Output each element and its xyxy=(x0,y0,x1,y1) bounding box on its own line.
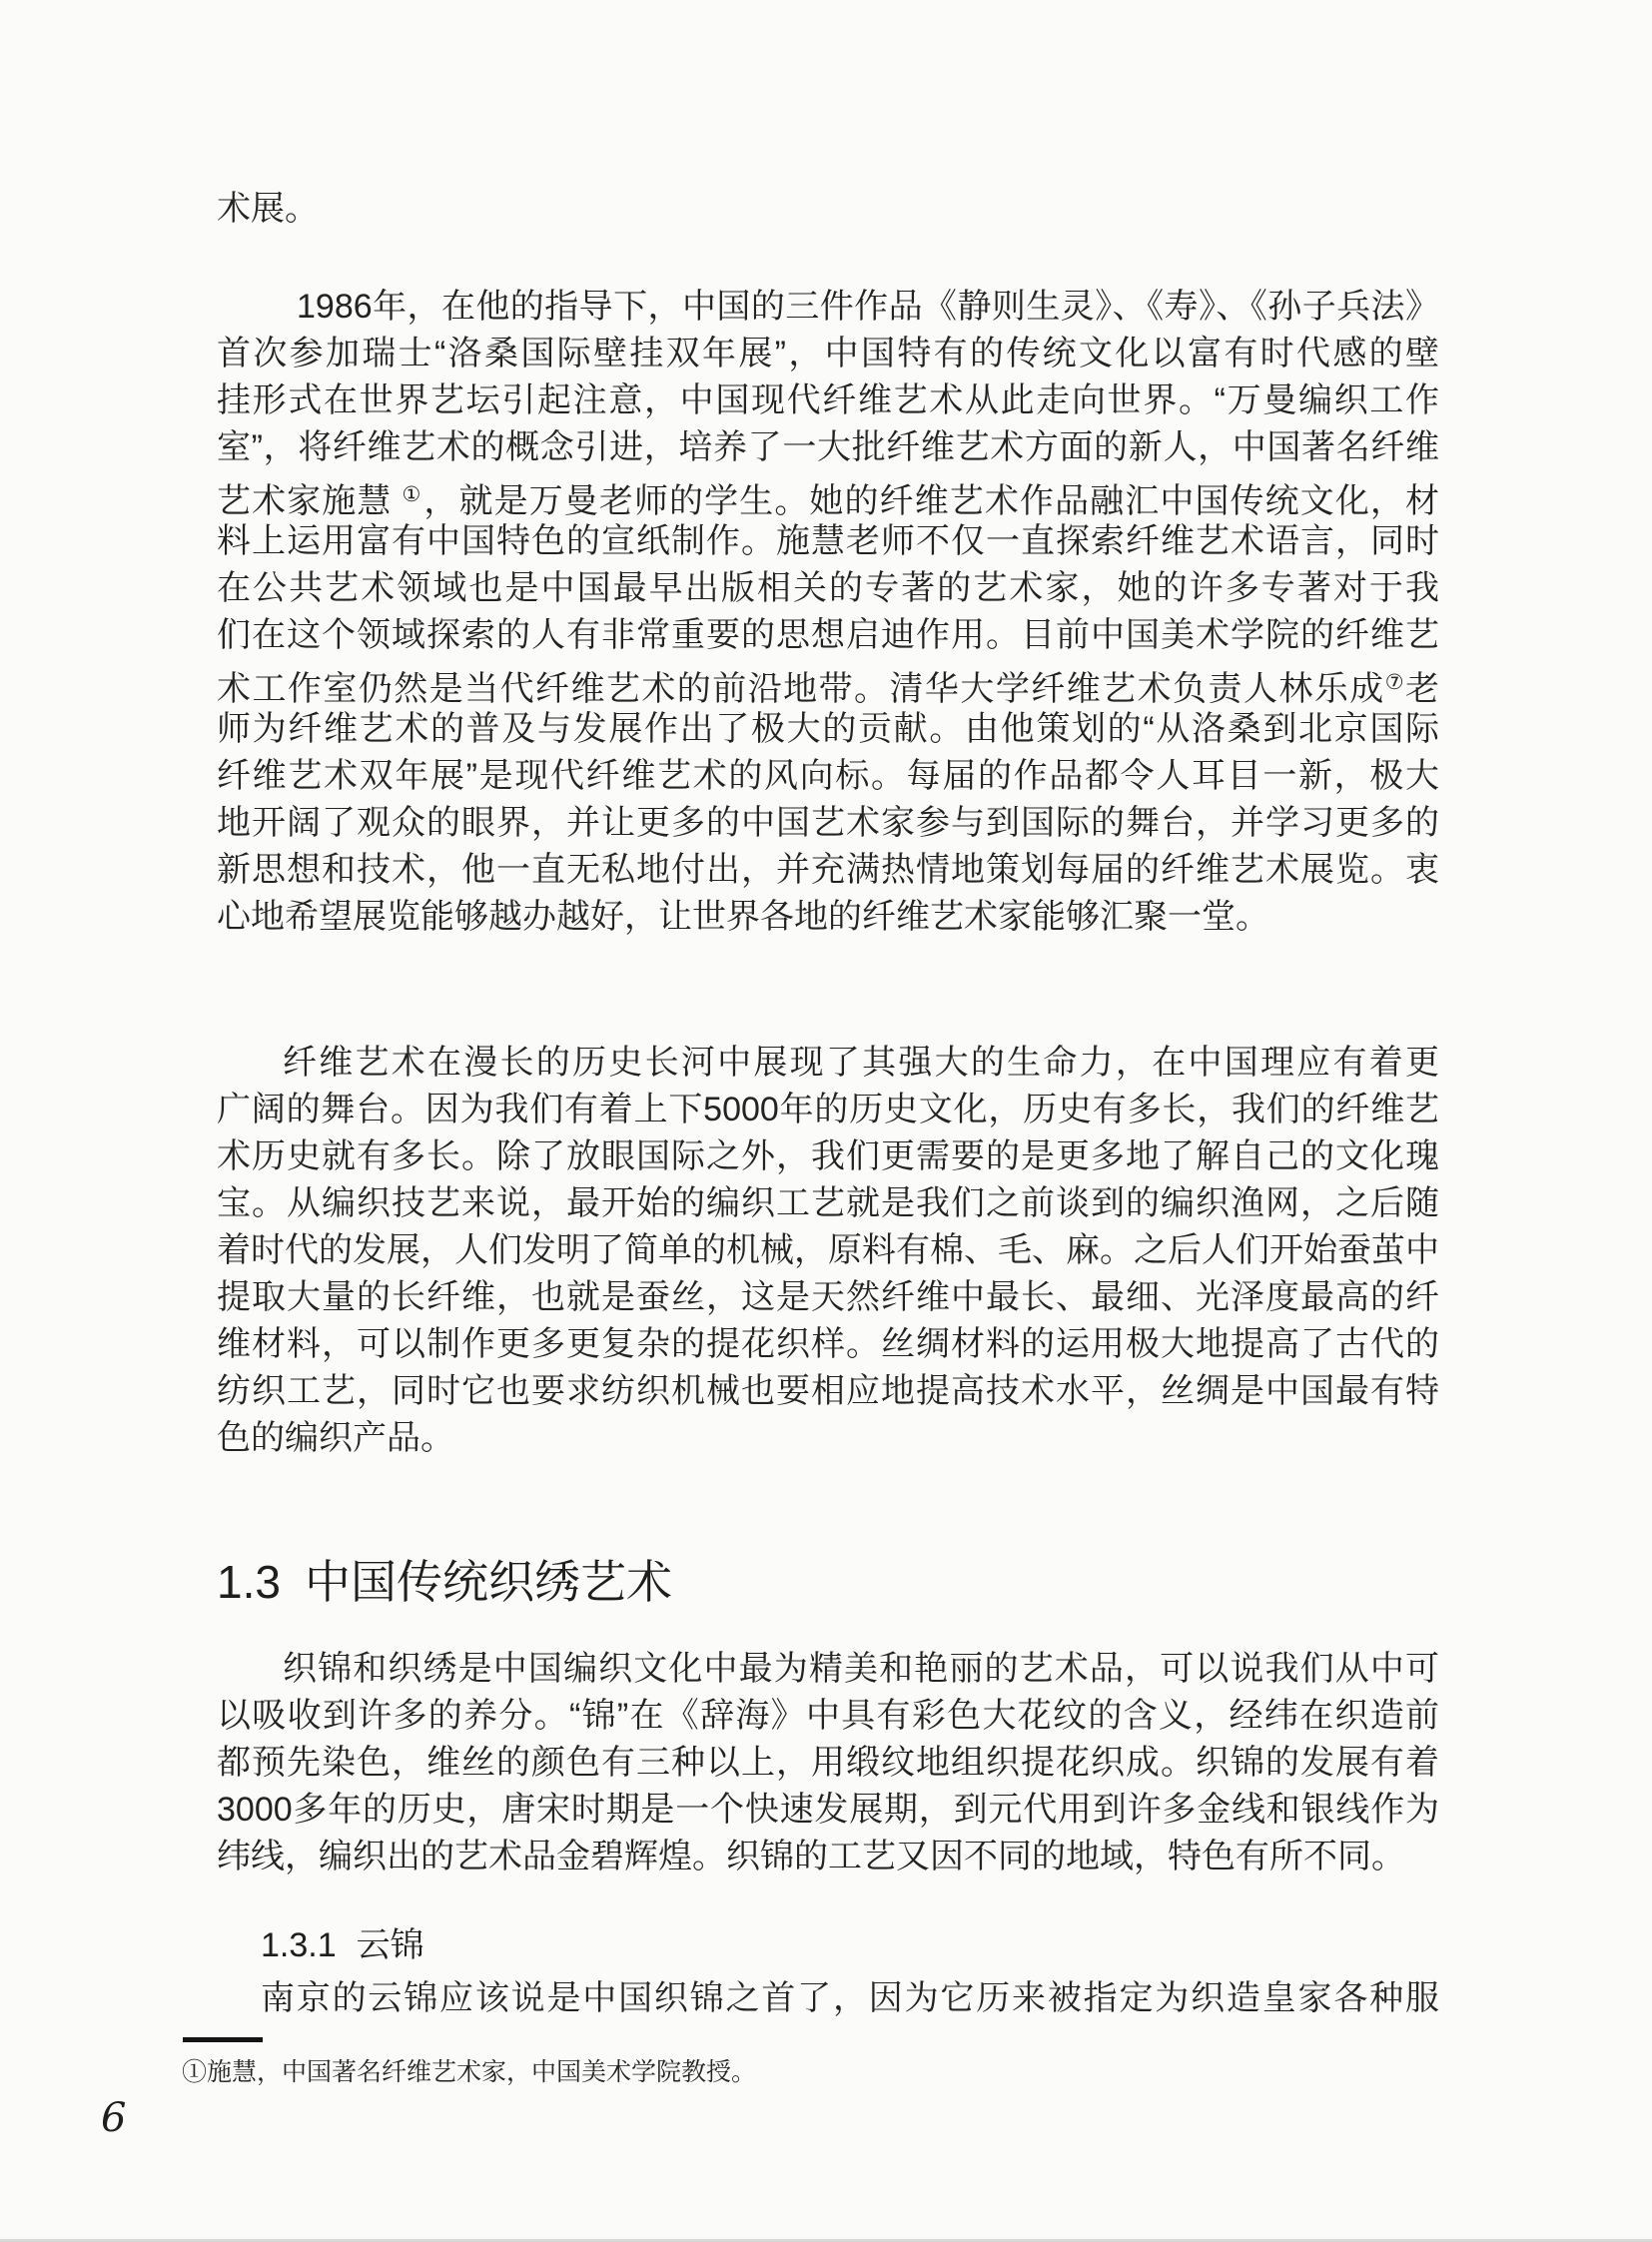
text-line: 术历史就有多长。除了放眼国际之外，我们更需要的是更多地了解自己的文化瑰 xyxy=(217,1137,1439,1175)
footnote-text: ①施慧，中国著名纤维艺术家，中国美术学院教授。 xyxy=(182,2058,757,2086)
text-line: 们在这个领域探索的人有非常重要的思想启迪作用。目前中国美术学院的纤维艺 xyxy=(217,616,1439,654)
text-line: 3000多年的历史，唐宋时期是一个快速发展期，到元代用到许多金线和银线作为 xyxy=(217,1791,1439,1829)
subsection-number: 1.3.1 xyxy=(261,1926,337,1964)
text-line: 术展。 xyxy=(217,190,319,228)
paragraph-1986-lausanne xyxy=(217,284,1439,941)
section-title: 中国传统织绣艺术 xyxy=(304,1556,672,1608)
text-line xyxy=(217,659,1439,706)
page-number: 6 xyxy=(101,2095,127,2141)
text-segment: ，就是万曼老师的学生。她的纤维艺术作品融汇中国传统文化，材 xyxy=(423,482,1440,520)
paragraph-brocade-intro xyxy=(217,1646,1439,1880)
text-line: 南京的云锦应该说是中国织锦之首了，因为它历来被指定为织造皇家各种服 xyxy=(261,1979,1439,2017)
section-heading-1-3 xyxy=(217,1554,672,1610)
text-line: 1986年，在他的指导下，中国的三件作品《静则生灵》、《寿》、《孙子兵法》 xyxy=(297,288,1439,326)
text-line: 纤维艺术双年展”是现代纤维艺术的风向标。每届的作品都令人耳目一新，极大 xyxy=(217,757,1439,795)
text-line: 纺织工艺，同时它也要求纺织机械也要相应地提高技术水平，丝绸是中国最有特 xyxy=(217,1372,1439,1410)
text-line: 新思想和技术，他一直无私地付出，并充满热情地策划每届的纤维艺术展览。衷 xyxy=(217,851,1439,889)
text-line: 在公共艺术领域也是中国最早出版相关的专著的艺术家，她的许多专著对于我 xyxy=(217,569,1439,607)
text-line: 以吸收到许多的养分。“锦”在《辞海》中具有彩色大花纹的含义，经纬在织造前 xyxy=(217,1697,1439,1735)
text-line: 色的编织产品。 xyxy=(217,1419,454,1457)
text-line: 宝。从编织技艺来说，最开始的编织工艺就是我们之前谈到的编织渔网，之后随 xyxy=(217,1184,1439,1222)
text-line: 广阔的舞台。因为我们有着上下5000年的历史文化，历史有多长，我们的纤维艺 xyxy=(217,1091,1439,1128)
footnote-divider xyxy=(183,2037,263,2042)
text-segment: 老 xyxy=(1405,670,1440,708)
text-line: 都预先染色，维丝的颜色有三种以上，用缎纹地组织提花织成。织锦的发展有着 xyxy=(217,1744,1439,1782)
text-line: 室”，将纤维艺术的概念引进，培养了一大批纤维艺术方面的新人，中国著名纤维 xyxy=(217,428,1439,466)
text-line: 纬线，编织出的艺术品金碧辉煌。织锦的工艺又因不同的地域，特色有所不同。 xyxy=(217,1838,1405,1875)
text-line: 着时代的发展，人们发明了简单的机械，原料有棉、毛、麻。之后人们开始蚕茧中 xyxy=(217,1231,1439,1269)
subsection-heading-1-3-1 xyxy=(261,1923,424,1967)
text-line: 料上运用富有中国特色的宣纸制作。施慧老师不仅一直探索纤维艺术语言，同时 xyxy=(217,522,1439,560)
text-line: 织锦和织绣是中国编织文化中最为精美和艳丽的艺术品，可以说我们从中可 xyxy=(283,1650,1439,1688)
text-line xyxy=(217,471,1439,518)
text-segment: 术工作室仍然是当代纤维艺术的前沿地带。清华大学纤维艺术负责人林乐成 xyxy=(217,670,1385,708)
footnote-reference-1: ① xyxy=(402,483,422,506)
text-line: 提取大量的长纤维，也就是蚕丝，这是天然纤维中最长、最细、光泽度最高的纤 xyxy=(217,1278,1439,1316)
section-number: 1.3 xyxy=(217,1556,281,1608)
paragraph-fiber-history xyxy=(217,1040,1439,1462)
text-line: 挂形式在世界艺坛引起注意，中国现代纤维艺术从此走向世界。“万曼编织工作 xyxy=(217,381,1439,419)
text-segment: 艺术家施慧 xyxy=(217,482,393,520)
footnote-reference-7: ⑦ xyxy=(1384,671,1406,694)
text-line: 首次参加瑞士“洛桑国际壁挂双年展”，中国特有的传统文化以富有时代感的壁 xyxy=(217,335,1439,373)
paragraph-yunjin xyxy=(217,1975,1439,2022)
text-line: 心地希望展览能够越办越好，让世界各地的纤维艺术家能够汇聚一堂。 xyxy=(217,898,1269,936)
text-line: 师为纤维艺术的普及与发展作出了极大的贡献。由他策划的“从洛桑到北京国际 xyxy=(217,710,1439,748)
text-line: 地开阔了观众的眼界，并让更多的中国艺术家参与到国际的舞台，并学习更多的 xyxy=(217,804,1439,842)
text-line: 维材料，可以制作更多更复杂的提花织样。丝绸材料的运用极大地提高了古代的 xyxy=(217,1325,1439,1363)
paragraph-continuation xyxy=(217,186,1439,233)
subsection-title: 云锦 xyxy=(356,1926,424,1964)
text-line: 纤维艺术在漫长的历史长河中展现了其强大的生命力，在中国理应有着更 xyxy=(283,1044,1439,1082)
